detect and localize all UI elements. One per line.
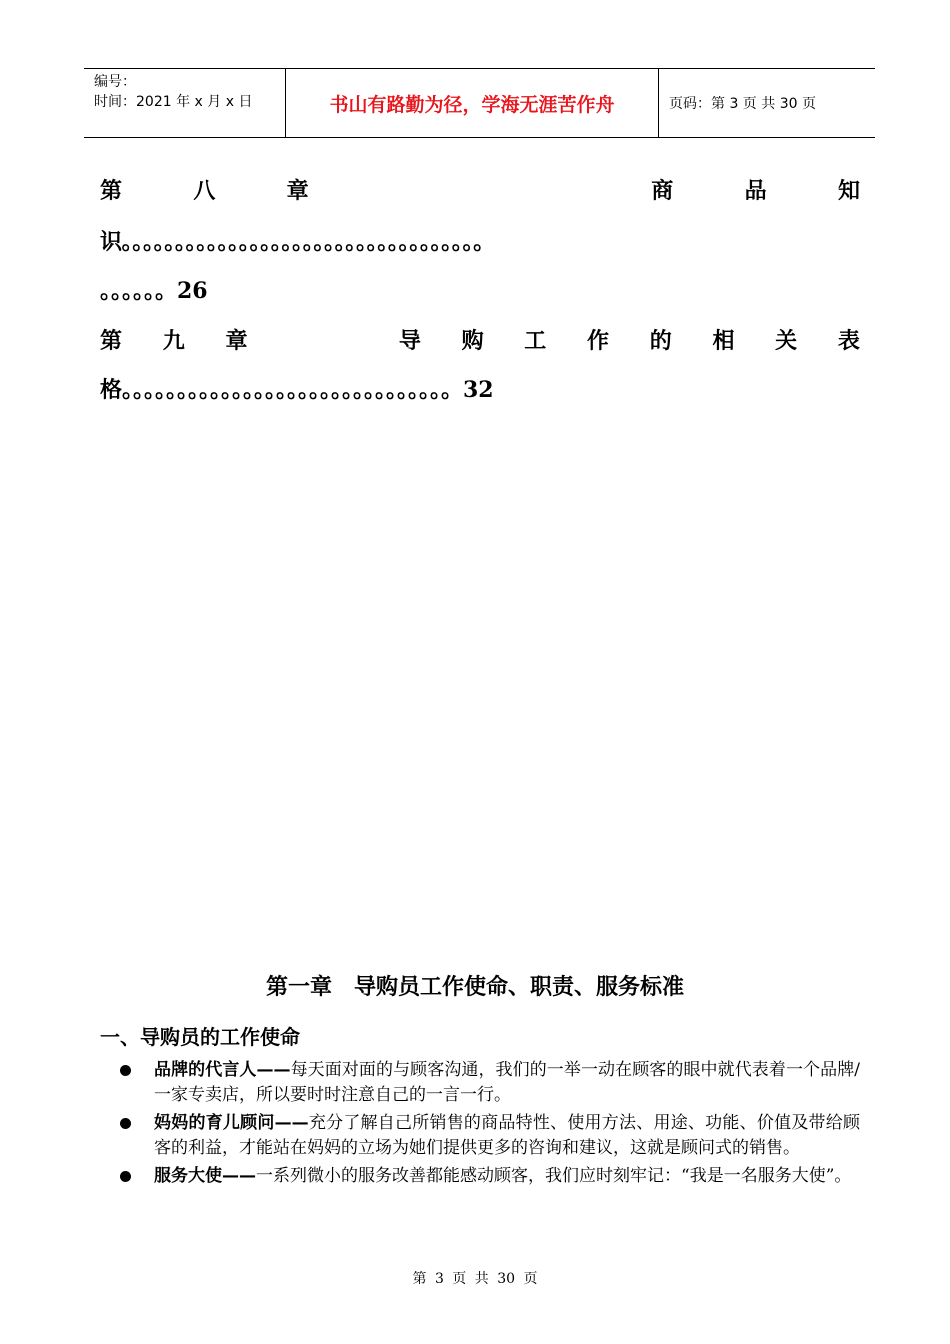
header-time: 时间：2021 年 x 月 x 日 (94, 94, 253, 110)
bullet-text: 一系列微小的服务改善都能感动顾客，我们应时刻牢记：“我是一名服务大使”。 (256, 1166, 852, 1186)
bullet-lead: 品牌的代言人—— (154, 1060, 291, 1080)
chapter-title-text: 导购员工作使命、职责、服务标准 (354, 975, 685, 1000)
bullet-text: 充分了解自己所销售的商品特性、使用方法、用途、功能、价值及带给顾客的利益，才能站在妈妈的立场为她们提供更多的咨询和建议，这就是顾问式的销售。 (154, 1113, 861, 1158)
toc-char: 作 (587, 328, 610, 354)
toc-char: 购 (461, 328, 484, 354)
bullet-lead: 妈妈的育儿顾问—— (154, 1113, 309, 1133)
toc-gap (288, 326, 358, 356)
toc-char: 商 (651, 178, 674, 204)
header-meta (84, 69, 286, 137)
toc-char: 关 (775, 328, 798, 354)
toc-ch8-line1 (100, 176, 860, 206)
bullet-lead: 服务大使—— (154, 1166, 256, 1186)
toc-ch8-line3: 。。。。。。26 (100, 278, 208, 304)
toc-char: 第 (100, 328, 123, 354)
toc-ch8-line2: 识。。。。。。。。。。。。。。。。。。。。。。。。。。。。。。。。。。 (100, 229, 495, 255)
toc-char: 导 (398, 328, 421, 354)
toc-ch9-line2: 格。。。。。。。。。。。。。。。。。。。。。。。。。。。。。。32 (100, 377, 494, 403)
page-header (84, 68, 875, 138)
page-footer: 第 3 页 共 30 页 (412, 1271, 538, 1287)
chapter-number: 第一章 (265, 975, 332, 1000)
list-item (118, 1111, 860, 1161)
toc-char: 表 (837, 328, 860, 354)
bullet-icon (120, 1171, 131, 1182)
toc-char: 八 (193, 178, 216, 204)
section-heading: 一、导购员的工作使命 (100, 1025, 300, 1049)
toc-char: 章 (286, 178, 309, 204)
header-motto: 书山有路勤为径，学海无涯苦作舟 (286, 69, 659, 137)
toc-char: 知 (837, 178, 860, 204)
mission-list (118, 1058, 860, 1192)
toc-char: 第 (100, 178, 123, 204)
list-item (118, 1164, 860, 1189)
list-item (118, 1058, 860, 1108)
header-page-info: 页码：第 3 页 共 30 页 (669, 96, 816, 112)
bullet-icon (120, 1118, 131, 1129)
toc-char: 九 (162, 328, 185, 354)
bullet-text: 每天面对面的与顾客沟通，我们的一举一动在顾客的眼中就代表着一个品牌/一家专卖店，所以要时时注意自己的一言一行。 (154, 1060, 861, 1105)
bullet-icon (120, 1065, 131, 1076)
toc-char: 的 (649, 328, 672, 354)
toc-gap (380, 176, 580, 206)
toc-char: 工 (524, 328, 547, 354)
header-code-label: 编号： (94, 74, 136, 90)
toc-char: 品 (744, 178, 767, 204)
toc-char: 相 (712, 328, 735, 354)
toc-ch9-line1 (100, 326, 860, 356)
chapter-title (0, 970, 950, 1001)
toc-char: 章 (225, 328, 248, 354)
